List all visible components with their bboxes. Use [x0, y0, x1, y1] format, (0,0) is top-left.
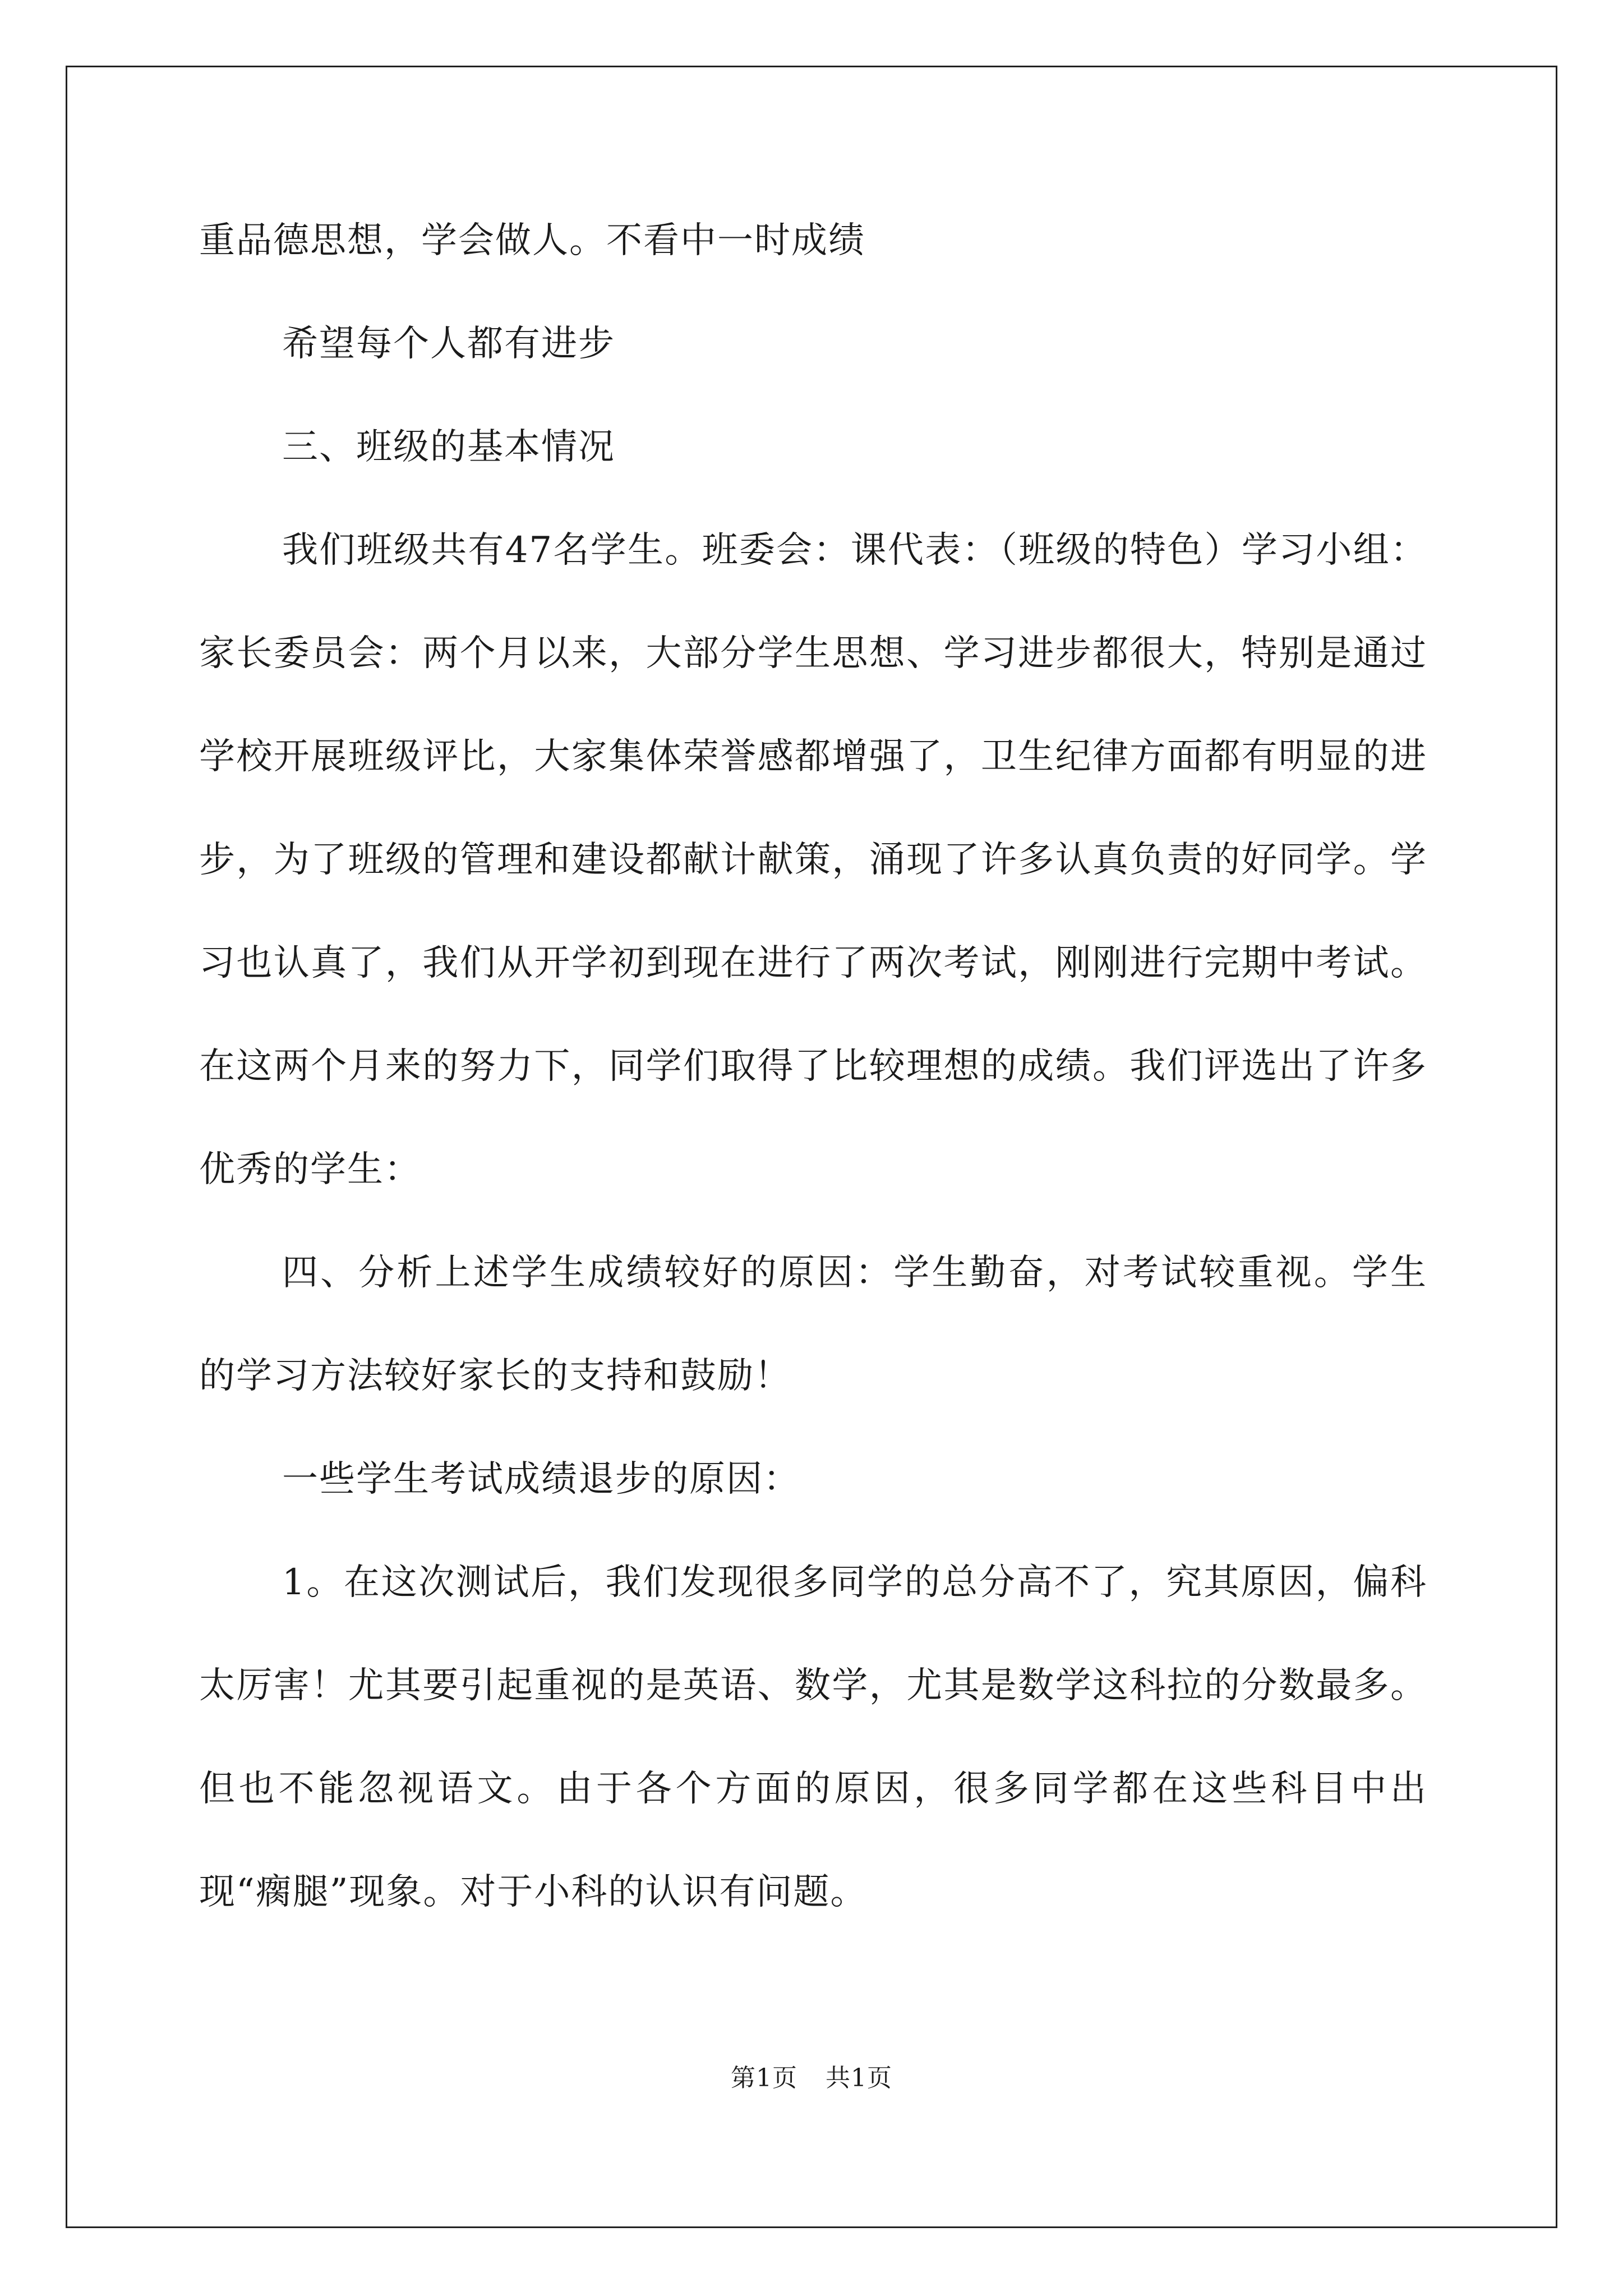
paragraph-decline-reasons-heading: 一些学生考试成绩退步的原因：: [282, 1458, 800, 1500]
paragraph-good-results-analysis: 四、分析上述学生成绩较好的原因：学生勤奋，对考试较重视。学生的学习方法较好家长的支持和鼓励！: [199, 1252, 1427, 1397]
paragraph-class-overview: 我们班级共有47名学生。班委会：课代表：（班级的特色）学习小组：家长委员会：两个月以来，大部分学生思想、学习进步都很大，特别是通过学校开展班级评比，大家集体荣誉感都增强了，卫生纪律方面都有明显的进步，为了班级的管理和建设都献计献策，涌现了许多认真负责的好同学。学习也认真了，我们从开学初到现在进行了两次考试，刚刚进行完期中考试。在这两个月来的努力下，同学们取得了比较理想的成绩。我们评选出了许多优秀的学生：: [199, 530, 1427, 1190]
section-heading-class-situation: 三、班级的基本情况: [282, 426, 615, 468]
document-body: [199, 210, 1427, 1944]
page-number: 第1页: [731, 2064, 797, 2092]
paragraph-progress-hope: 希望每个人都有进步: [282, 323, 615, 365]
paragraph-reason-one: 1。在这次测试后，我们发现很多同学的总分高不了，究其原因，偏科太厉害！尤其要引起重视的是英语、数学，尤其是数学这科拉的分数最多。但也不能忽视语文。由于各个方面的原因，很多同学都在这些科目中出现“瘸腿”现象。对于小科的认识有问题。: [199, 1562, 1427, 1913]
paragraph-morals: 重品德思想，学会做人。不看中一时成绩: [199, 220, 865, 261]
page-footer: [0, 2058, 1623, 2093]
page-total: 共1页: [826, 2064, 892, 2092]
